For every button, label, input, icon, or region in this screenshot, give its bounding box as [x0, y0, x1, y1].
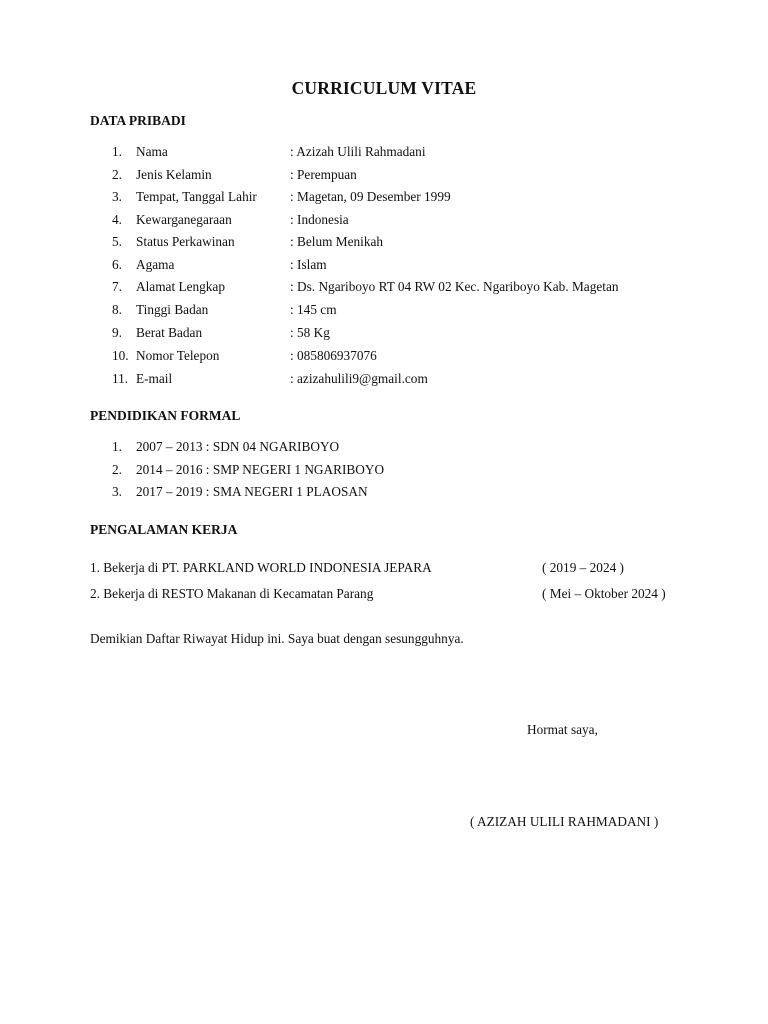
education-entry: 2014 – 2016 : SMP NEGERI 1 NGARIBOYO — [136, 462, 385, 477]
work-row — [0, 559, 768, 577]
item-number: 1. — [112, 144, 122, 159]
item-number: 2. — [112, 462, 122, 477]
item-number: 3. — [112, 484, 122, 499]
item-number: 9. — [112, 325, 122, 340]
item-value: : Indonesia — [290, 212, 349, 227]
item-number: 7. — [112, 279, 122, 294]
item-label: Nomor Telepon — [136, 348, 220, 363]
item-label: Jenis Kelamin — [136, 167, 212, 182]
work-experience-heading: PENGALAMAN KERJA — [90, 522, 238, 537]
item-number: 11. — [112, 371, 129, 386]
education-entry: 2007 – 2013 : SDN 04 NGARIBOYO — [136, 439, 340, 454]
item-value: : Perempuan — [290, 167, 357, 182]
work-entry: 1. Bekerja di PT. PARKLAND WORLD INDONESIA JEPARA — [90, 560, 432, 575]
item-label: Agama — [136, 257, 175, 272]
item-label: Tinggi Badan — [136, 302, 209, 317]
closing-statement: Demikian Daftar Riwayat Hidup ini. Saya buat dengan sesungguhnya. — [90, 631, 464, 646]
item-label: Status Perkawinan — [136, 234, 235, 249]
document-title: CURRICULUM VITAE — [291, 78, 477, 98]
work-period: ( Mei – Oktober 2024 ) — [542, 586, 666, 601]
item-value: : azizahulili9@gmail.com — [290, 371, 428, 386]
item-label: Alamat Lengkap — [136, 279, 225, 294]
item-value: : 085806937076 — [290, 348, 377, 363]
education-heading: PENDIDIKAN FORMAL — [90, 408, 241, 423]
item-value: : Ds. Ngariboyo RT 04 RW 02 Kec. Ngariboyo Kab. Magetan — [290, 279, 619, 294]
item-label: Kewarganegaraan — [136, 212, 232, 227]
item-number: 5. — [112, 234, 122, 249]
item-number: 2. — [112, 167, 122, 182]
item-number: 10. — [112, 348, 129, 363]
work-period: ( 2019 – 2024 ) — [542, 560, 624, 575]
work-row — [0, 585, 768, 603]
item-value: : Belum Menikah — [290, 234, 384, 249]
personal-data-heading: DATA PRIBADI — [90, 113, 186, 128]
item-value: : 145 cm — [290, 302, 337, 317]
work-entry: 2. Bekerja di RESTO Makanan di Kecamatan Parang — [90, 586, 374, 601]
item-label: Tempat, Tanggal Lahir — [136, 189, 257, 204]
item-number: 1. — [112, 439, 122, 454]
regards-text: Hormat saya, — [527, 722, 598, 737]
item-label: Nama — [136, 144, 168, 159]
item-number: 4. — [112, 212, 122, 227]
item-number: 3. — [112, 189, 122, 204]
signature-name: ( AZIZAH ULILI RAHMADANI ) — [470, 814, 659, 829]
item-value: : Azizah Ulili Rahmadani — [290, 144, 426, 159]
item-value: : 58 Kg — [290, 325, 330, 340]
item-label: E-mail — [136, 371, 173, 386]
education-entry: 2017 – 2019 : SMA NEGERI 1 PLAOSAN — [136, 484, 368, 499]
item-label: Berat Badan — [136, 325, 203, 340]
item-value: : Islam — [290, 257, 327, 272]
item-value: : Magetan, 09 Desember 1999 — [290, 189, 451, 204]
item-number: 8. — [112, 302, 122, 317]
item-number: 6. — [112, 257, 122, 272]
